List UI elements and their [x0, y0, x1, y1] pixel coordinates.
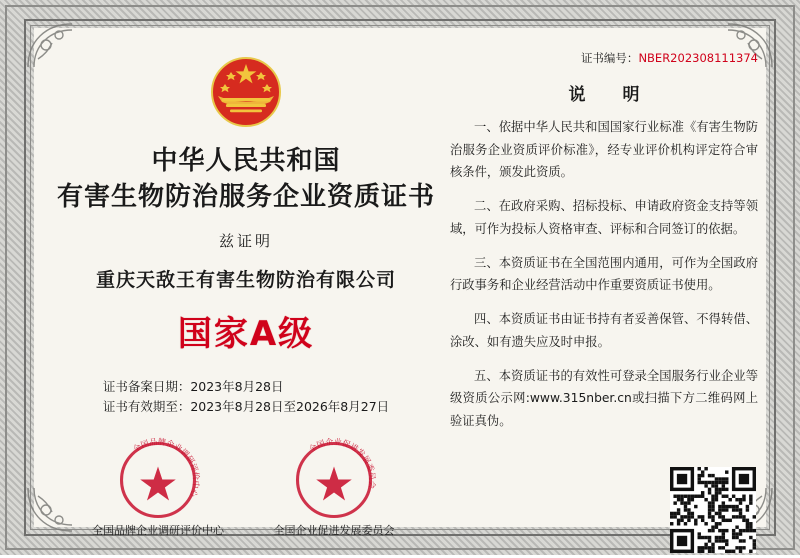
certificate-notes-panel [450, 36, 758, 433]
record-date-label: 证书备案日期： [102, 378, 191, 394]
valid-date-row [103, 397, 389, 418]
note-item: 三、本资质证书在全国范围内通用，可作为全国政府行政事务和企业经营活动中作重要资质证书使用。 [450, 255, 758, 293]
svg-text:全国品牌企业调研评价中心: 全国品牌企业调研评价中心 [131, 437, 201, 499]
verification-qr-code[interactable] [670, 467, 756, 553]
svg-text:全国企业促进发展委员会: 全国企业促进发展委员会 [307, 437, 377, 490]
title-line-1: 中华人民共和国 [151, 146, 341, 176]
official-seal-icon [110, 432, 206, 528]
company-name: 重庆天敌王有害生物防治有限公司 [95, 268, 396, 291]
official-seal-icon [286, 432, 382, 528]
note-item: 二、在政府采购、招标投标、申请政府资金支持等领域，可作为投标人资格审查、评标和合同签订的依据。 [450, 199, 758, 236]
date-block [103, 377, 389, 418]
certificate-number [450, 50, 758, 66]
seal-caption: 全国企业促进发展委员会 [273, 524, 395, 537]
record-date-row [103, 377, 389, 398]
seal-item [83, 432, 233, 538]
note-item: 四、本资质证书由证书持有者妥善保管、不得转借、涂改、如有遗失应及时申报。 [450, 312, 758, 349]
grade-badge: 国家A级 [177, 313, 315, 354]
note-item: 五、本资质证书的有效性可登录全国服务行业企业等级资质公示网:www.315nber.cn或扫描下方二维码网上验证真伪。 [450, 368, 758, 429]
national-emblem-icon [198, 42, 294, 138]
seal-group [46, 432, 446, 538]
valid-date-label: 证书有效期至： [102, 399, 191, 415]
certificate-number-value: NBER202308111374 [638, 51, 758, 65]
certificate-number-label: 证书编号： [580, 51, 639, 65]
certificate-main-panel [46, 36, 446, 538]
attest-label: 兹证明 [218, 231, 273, 250]
page-title [46, 144, 446, 216]
seal-caption: 全国品牌企业调研评价中心 [92, 524, 224, 537]
notes-title: 说 明 [568, 85, 650, 105]
valid-date-value: 2023年8月28日至2026年8月27日 [190, 399, 390, 415]
seal-item [259, 432, 409, 538]
note-item: 一、依据中华人民共和国国家行业标准《有害生物防治服务企业资质评价标准》，经专业评价机构评定符合审核条件，颁发此资质。 [450, 120, 758, 180]
record-date-value: 2023年8月28日 [190, 378, 284, 394]
title-line-2: 有害生物防治服务企业资质证书 [56, 181, 435, 212]
